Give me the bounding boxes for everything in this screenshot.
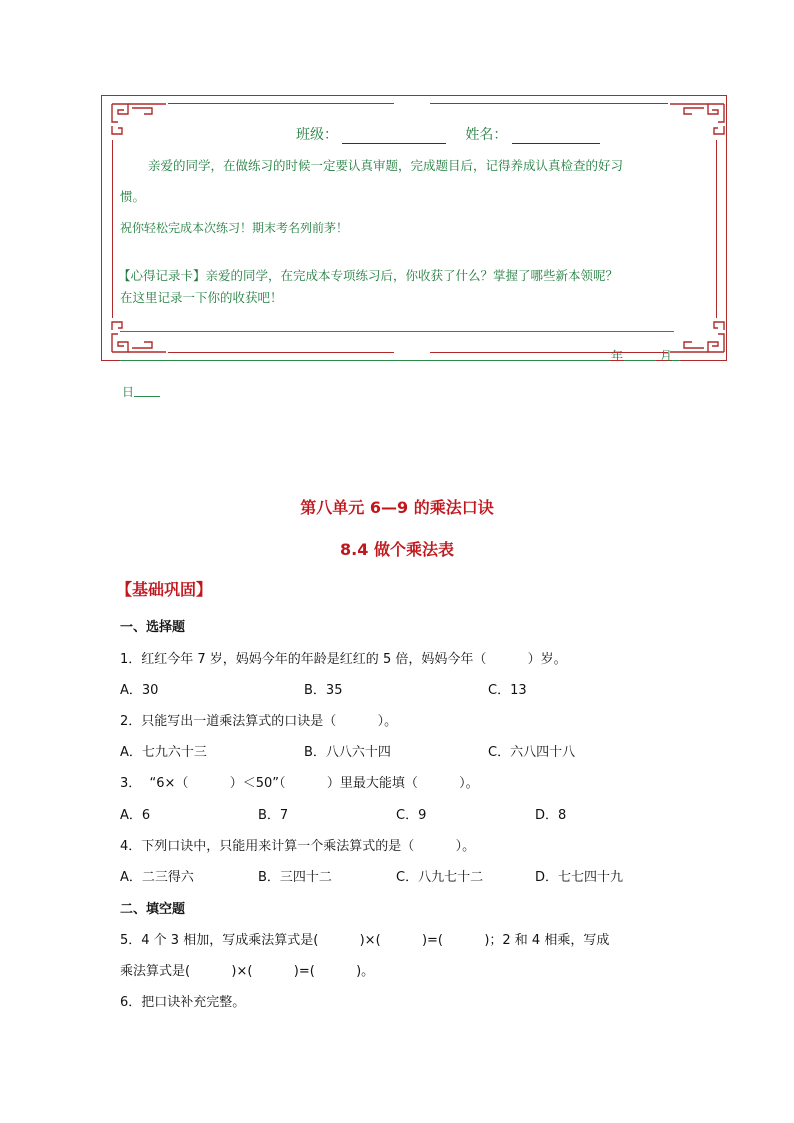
corner-ornament-bottom-left-icon: [108, 320, 168, 356]
frame-left-line: [112, 140, 113, 318]
writing-line-1[interactable]: [120, 331, 674, 332]
record-card-text: 亲爱的同学，在完成本专项练习后，你收获了什么？掌握了哪些新本领呢？: [205, 268, 619, 283]
wish-text: 祝你轻松完成本次练习！期末考名列前茅！: [120, 221, 349, 235]
month-label: 月: [660, 349, 673, 363]
corner-ornament-top-left-icon: [108, 100, 168, 136]
unit-title: 第八单元 6—9 的乘法口诀: [300, 498, 494, 517]
part1-heading: 一、选择题: [120, 620, 186, 635]
q4-option-a[interactable]: A．二三得六: [120, 870, 194, 885]
q3-option-b[interactable]: B．7: [258, 808, 289, 823]
q4-option-c[interactable]: C．八九七十二: [396, 870, 484, 885]
q2-option-a[interactable]: A．七九六十三: [120, 745, 207, 760]
frame-bottom-line: [168, 352, 394, 353]
corner-ornament-bottom-right-icon: [668, 320, 728, 356]
lesson-title: 8.4 做个乘法表: [340, 540, 454, 559]
class-name-row: [296, 124, 600, 144]
question-6: 6．把口诀补充完整。: [120, 995, 246, 1010]
question-5-line-1: 5．4 个 3 相加，写成乘法算式是( )×( )=( )；2 和 4 相乘，写成: [120, 933, 610, 948]
day-label: 日: [122, 385, 135, 399]
class-input[interactable]: [342, 129, 446, 144]
question-4: 4．下列口诀中，只能用来计算一个乘法算式的是（ ）。: [120, 839, 476, 854]
q3-option-a[interactable]: A．6: [120, 808, 151, 823]
q1-option-a[interactable]: A．30: [120, 683, 159, 698]
writing-line-2[interactable]: [120, 360, 610, 361]
q1-option-c[interactable]: C．13: [488, 683, 527, 698]
record-line-2: 在这里记录一下你的收获吧！: [120, 290, 283, 305]
frame-bottom-line-right: [430, 352, 668, 353]
class-label: 班级：: [296, 127, 338, 143]
intro-line-1: 亲爱的同学，在做练习的时候一定要认真审题，完成题目后，记得养成认真检查的好习: [148, 158, 624, 173]
q4-option-d[interactable]: D．七七四十九: [535, 870, 624, 885]
month-line[interactable]: [624, 360, 656, 361]
q4-option-b[interactable]: B．三四十二: [258, 870, 332, 885]
frame-top-line-right: [430, 103, 668, 104]
q3-option-d[interactable]: D．8: [535, 808, 567, 823]
q2-option-c[interactable]: C．六八四十八: [488, 745, 576, 760]
q3-option-c[interactable]: C．9: [396, 808, 427, 823]
day-line[interactable]: [134, 396, 160, 397]
question-1: 1．红红今年 7 岁，妈妈今年的年龄是红红的 5 倍，妈妈今年（ ）岁。: [120, 652, 567, 667]
name-input[interactable]: [512, 129, 600, 144]
section-title: 【基础巩固】: [116, 580, 213, 599]
intro-line-2: 惯。: [120, 189, 146, 204]
year-label: 年: [611, 349, 624, 363]
day-tail-line[interactable]: [672, 360, 680, 361]
frame-right-line: [716, 140, 717, 318]
corner-ornament-top-right-icon: [668, 100, 728, 136]
name-label: 姓名：: [465, 127, 508, 143]
frame-top-line: [168, 103, 394, 104]
q1-option-b[interactable]: B．35: [304, 683, 343, 698]
part2-heading: 二、填空题: [120, 902, 186, 917]
q2-option-b[interactable]: B．八八六十四: [304, 745, 391, 760]
question-5-line-2: 乘法算式是( )×( )=( )。: [120, 964, 375, 979]
question-3: 3． “6×（ ）＜50”（ ）里最大能填（ ）。: [120, 776, 479, 791]
record-card-label: 【心得记录卡】: [118, 268, 206, 283]
question-2: 2．只能写出一道乘法算式的口诀是（ ）。: [120, 714, 398, 729]
record-line-1: [118, 266, 618, 284]
